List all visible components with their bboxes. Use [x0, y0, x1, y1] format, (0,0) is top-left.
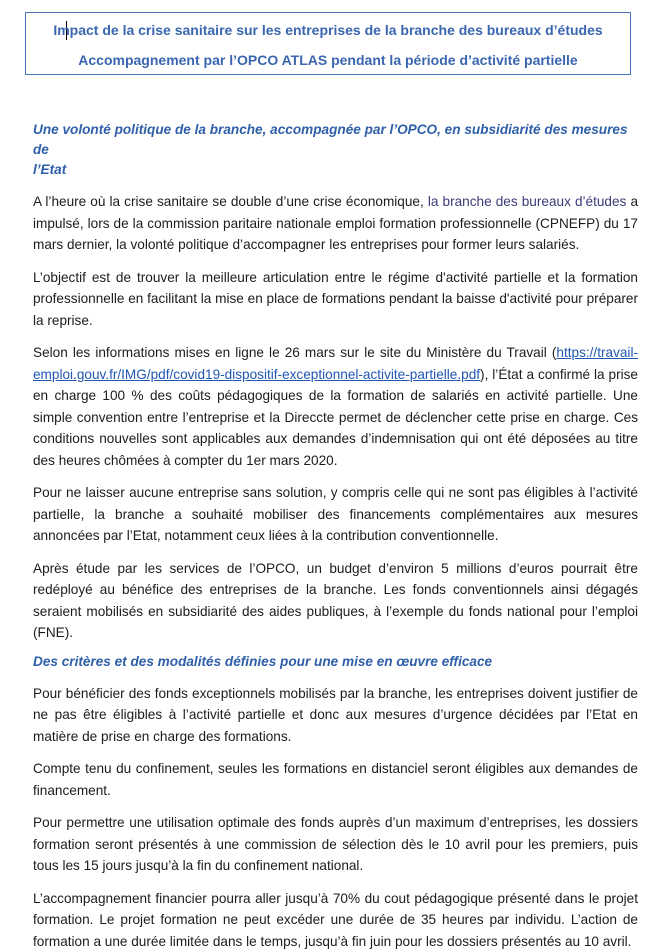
- paragraph: [33, 342, 638, 471]
- document-body: [33, 120, 638, 952]
- paragraph: L’objectif est de trouver la meilleure articulation entre le régime d'activité partielle et la formation professionnelle en facilitant la mise en place de formations pendant la baisse d'activité pour préparer la reprise.: [33, 267, 638, 332]
- document-subtitle: Accompagnement par l’OPCO ATLAS pendant la période d’activité partielle: [26, 52, 630, 68]
- section-heading-line2: l’Etat: [33, 162, 66, 177]
- section-heading-line1: Une volonté politique de la branche, accompagnée par l’OPCO, en subsidiarité des mesures de: [33, 122, 628, 157]
- paragraph: Compte tenu du confinement, seules les formations en distanciel seront éligibles aux demandes de financement.: [33, 758, 638, 801]
- branch-highlight: la branche des bureaux d’études: [428, 194, 627, 209]
- paragraph: L’accompagnement financier pourra aller jusqu’à 70% du cout pédagogique présenté dans le projet formation. Le projet formation ne peut excéder une durée de 35 heures par individu. L’action de formation a une durée limitée dans le temps, jusqu’à fin juin pour les dossiers présentés au 10 avril.: [33, 888, 638, 952]
- paragraph: Pour ne laisser aucune entreprise sans solution, y compris celle qui ne sont pas éligibles à l’activité partielle, la branche a souhaité mobiliser des financements complémentaires aux mesures annoncées par l’Etat, notamment ceux liées à la contribution conventionnelle.: [33, 482, 638, 547]
- paragraph-text: Selon les informations mises en ligne le 26 mars sur le site du Ministère du Travail (: [33, 345, 556, 360]
- paragraph-text: a impulsé, lors de la commission paritaire nationale emploi formation professionnelle (CPNEFP) du 17 mars dernier, la volonté politique d’accompagner les entreprises pour former leurs salariés.: [33, 194, 638, 252]
- paragraph-text: A l’heure où la crise sanitaire se double d’une crise économique,: [33, 194, 428, 209]
- section-heading: [33, 120, 638, 180]
- paragraph-text: ), l’État a confirmé la prise en charge 100 % des coûts pédagogiques de la formation de salariés en activité partielle. Une simple convention entre l’entreprise et la Direccte permet de déclencher cette prise en charge. Ces conditions nouvelles sont applicables aux demandes d’indemnisation qui ont été déposées au titre des heures chômées à compter du 1er mars 2020.: [33, 367, 638, 468]
- document-title: Impact de la crise sanitaire sur les entreprises de la branche des bureaux d’études: [26, 22, 630, 38]
- ministry-link[interactable]: https://travail-emploi.gouv.fr/IMG/pdf/covid19-dispositif-exceptionnel-activite-partielle.pdf: [33, 345, 638, 382]
- title-box: [25, 12, 631, 75]
- paragraph: Après étude par les services de l’OPCO, un budget d’environ 5 millions d’euros pourrait être redéployé au bénéfice des entreprises de la branche. Les fonds conventionnels ainsi dégagés seraient mobilisés en subsidiarité des aides publiques, à l’exemple du fonds national pour l’emploi (FNE).: [33, 558, 638, 644]
- paragraph: Pour permettre une utilisation optimale des fonds auprès d’un maximum d’entreprises, les dossiers formation seront présentés à une commission de sélection dès le 10 avril pour les premiers, puis tous les 15 jours jusqu’à la fin du confinement national.: [33, 812, 638, 877]
- paragraph: [33, 191, 638, 256]
- paragraph: Pour bénéficier des fonds exceptionnels mobilisés par la branche, les entreprises doivent justifier de ne pas être éligibles à l’activité partielle et donc aux mesures d’urgence décidées par l’Etat en matière de prise en charge des formations.: [33, 683, 638, 748]
- section-heading: Des critères et des modalités définies pour une mise en œuvre efficace: [33, 652, 638, 672]
